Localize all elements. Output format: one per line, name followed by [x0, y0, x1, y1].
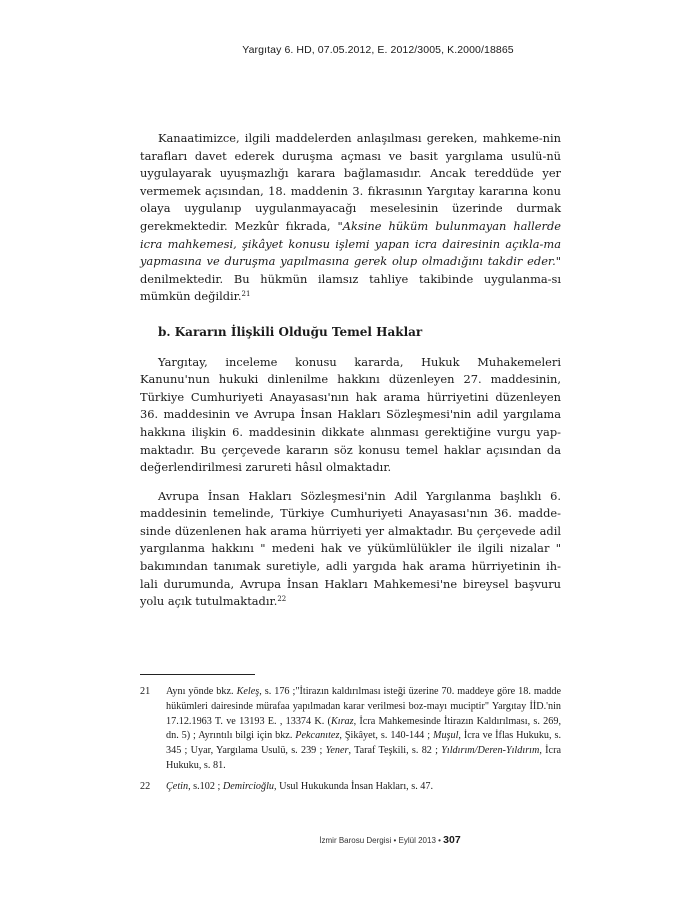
- paragraph-2: Yargıtay, inceleme konusu kararda, Hukuk Muhakemeleri Kanunu'nun hukuki dinlenilme hakkını düzenleyen 27. maddesinin, Türkiye Cumhuriyeti Anayasası'nın hak arama hürriyetini düzenleyen 36. maddesinin ve Avrupa İnsan Hakları Sözleşmesi'nin adil yargılama hakkına ilişkin 6. maddesinin dikkate alınması gerektiğine vurgu yap-maktadır. Bu çerçevede kararın söz konusu temel haklar açısından da değerlendirilmesi zarureti hâsıl olmaktadır.: [140, 354, 561, 475]
- main-text: [140, 130, 561, 611]
- fn-author: Demircioğlu: [222, 780, 275, 792]
- footnote-22: [140, 780, 561, 795]
- fn-segment: , Taraf Teşkili, s. 82 ;: [348, 745, 442, 757]
- fn-author: Yener: [325, 745, 349, 757]
- paragraph-1-text-end: denilmektedir. Bu hükmün ilamsız tahliye takibinde uygulanma-sı mümkün değildir.: [140, 271, 561, 304]
- fn-segment: , s.102 ;: [188, 780, 223, 792]
- paragraph-3-text: Avrupa İnsan Hakları Sözleşmesi'nin Adil Yargılanma başlıklı 6. maddesinin temelinde, Türkiye Cumhuriyeti Anayasası'nın 36. madde-sinde düzenlenen hak arama hürriyeti yer almaktadır. Bu çerçevede adil yargılanma hakkını " medeni hak ve yükümlülükler ile ilgili nizalar " bakımından tanımak suretiyle, adli yargıda hak arama hürriyetinin ih-lali durumunda, Avrupa İnsan Hakları Mahkemesi'ne bireysel başvuru yolu açık tutulmaktadır.: [140, 488, 561, 609]
- page-number: 307: [443, 834, 461, 846]
- fn-segment: , s. 176 ;"İtirazın kaldırılması isteği üzerine 70. maddeye göre 18. madde hükümleri dairesinde mürafaa yapılmadan karar verilmesi boz-mayı muciptir" Yargıtay İİD.'nin 17.12.1963 T. ve 13193 E. , 13374 K. (: [166, 686, 562, 727]
- fn-author: Keleş: [236, 686, 260, 697]
- fn-segment: Aynı yönde bkz.: [166, 686, 237, 697]
- fn-segment: , Usul Hukukunda İnsan Hakları, s. 47.: [274, 780, 434, 792]
- footnote-text: [166, 780, 561, 795]
- footnote-ref-21[interactable]: 21: [241, 290, 251, 299]
- fn-segment: , İcra Hukuku, s. 81.: [166, 745, 561, 771]
- paragraph-1: [140, 130, 561, 306]
- paragraph-3: [140, 488, 561, 611]
- fn-author: Muşul: [432, 730, 459, 742]
- fn-author: Çetin: [166, 780, 189, 792]
- footnotes: [140, 685, 561, 801]
- footnote-number: 21: [140, 686, 151, 697]
- section-heading: b. Kararın İlişkili Olduğu Temel Haklar: [158, 324, 423, 339]
- fn-segment: , İcra ve İflas Hukuku, s. 345 ; Uyar, Yargılama Usulü, s. 239 ;: [166, 730, 561, 757]
- footnote-ref-22[interactable]: 22: [277, 595, 287, 604]
- footnote-21: [140, 685, 561, 774]
- footnote-text: [166, 685, 561, 774]
- paragraph-1-text: Kanaatimizce, ilgili maddelerden anlaşılması gereken, mahkeme-nin tarafları davet ederek duruşma açması ve basit yargılama usulü-nü uygulayarak uyuşmazlığı karara bağlamasıdır. Ancak tereddüde yer vermemek açısından, 18. maddenin 3. fıkrasının Yargıtay kararına konu olaya uygulanıp uygulanmayacağı meselesinin üzerinde durmak gerekmektedir. Mezkûr fıkrada,: [140, 131, 561, 233]
- footnote-number: 22: [140, 780, 151, 792]
- quoted-provision: "Aksine hüküm bulunmayan hallerde icra mahkemesi, şikâyet konusu işlemi yapan icra dairesinin açıkla-ma yapmasına ve duruşma yapılmasına gerek olup olmadığını takdir eder.": [140, 218, 561, 269]
- journal-name: İzmir Barosu Dergisi • Eylül 2013 •: [319, 836, 441, 845]
- fn-segment: , İcra Mahkemesinde İtirazın Kaldırılması, s. 269, dn. 5) ; Ayrıntılı bilgi için bkz.: [166, 715, 562, 742]
- fn-author: Pekcanıtez: [295, 730, 340, 742]
- fn-segment: , Şikâyet, s. 140-144 ;: [339, 730, 433, 742]
- fn-author: Kıraz: [330, 715, 354, 727]
- running-header: Yargıtay 6. HD, 07.05.2012, E. 2012/3005, K.2000/18865: [242, 44, 514, 56]
- page-footer: [40, 834, 700, 846]
- fn-author: Yıldırım/Deren-Yıldırım: [441, 745, 540, 757]
- footnote-separator: [140, 674, 255, 675]
